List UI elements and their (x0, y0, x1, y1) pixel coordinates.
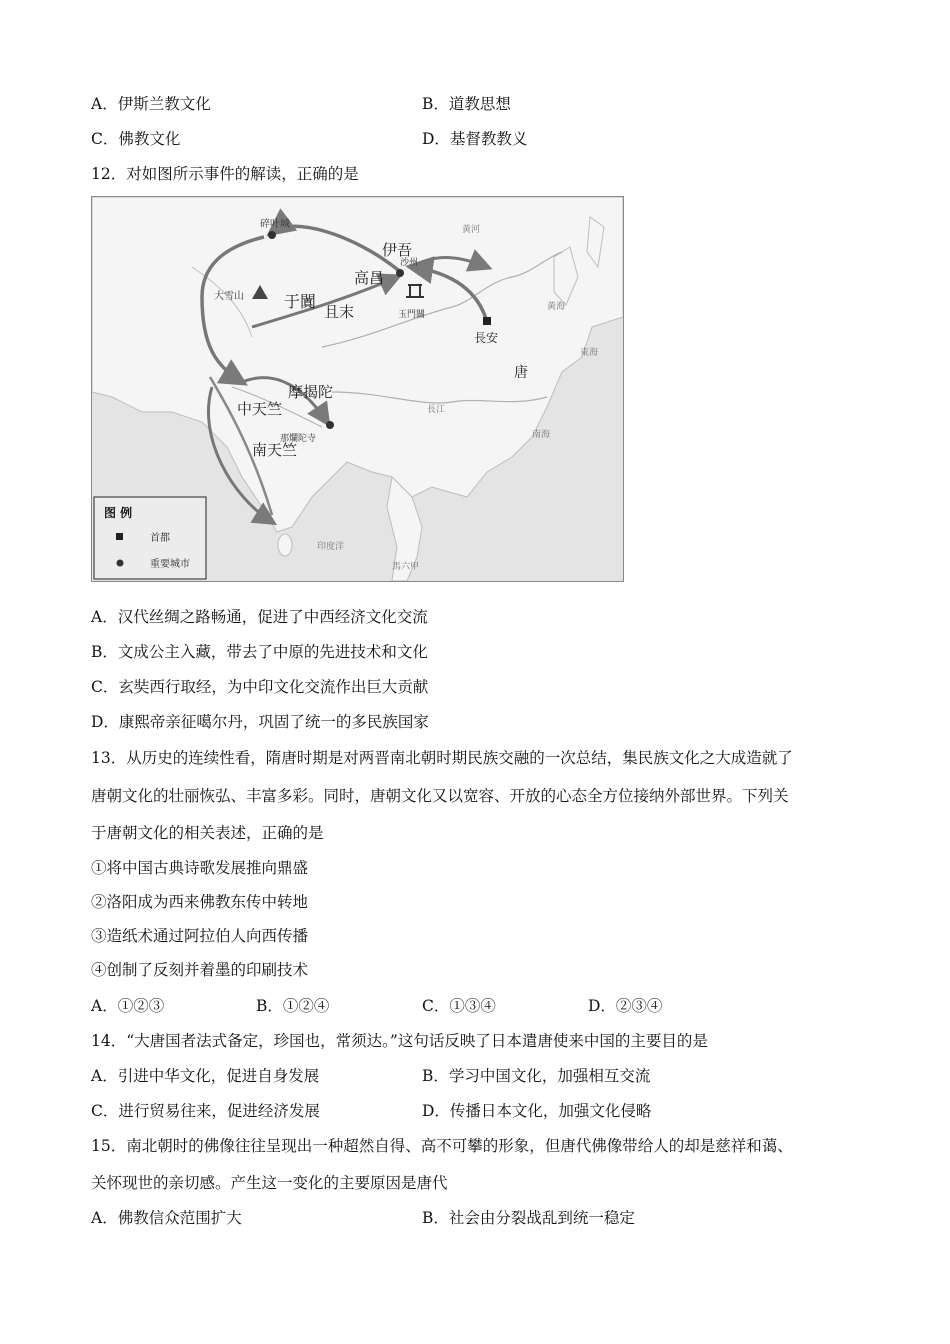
label-suiye: 碎叶城 (260, 219, 290, 230)
label-zhongtianzhu: 中天竺 (237, 400, 283, 418)
q14-option-d: D．传播日本文化，加强文化侵略 (422, 1102, 652, 1120)
q15-option-b: B．社会由分裂战乱到统一稳定 (422, 1209, 635, 1227)
nalanda-dot (326, 421, 334, 429)
label-yumenguan: 玉門關 (398, 310, 426, 320)
label-nanhai: 南海 (532, 430, 551, 440)
q14-stem: 14．“大唐国者法式备定，珍国也，常须达。”这句话反映了日本遣唐使来中国的主要目的是 (91, 1032, 708, 1050)
q12-stem: 12．对如图所示事件的解读，正确的是 (91, 165, 359, 183)
q13-item-3: ③造纸术通过阿拉伯人向西传播 (91, 927, 309, 945)
legend-city-label: 重要城市 (150, 559, 190, 570)
q11-option-b: B．道教思想 (422, 95, 511, 113)
q15-stem-line1: 15．南北朝时的佛像往往呈现出一种超然自得、高不可攀的形象，但唐代佛像带给人的却是慈祥和蔼、 (91, 1137, 793, 1155)
legend-capital-icon (116, 533, 123, 540)
label-shazhou: 沙州 (400, 258, 419, 268)
q11-option-d: D．基督教教义 (422, 130, 528, 148)
q13-item-1: ①将中国古典诗歌发展推向鼎盛 (91, 859, 309, 877)
q15-stem-line2: 关怀现世的亲切感。产生这一变化的主要原因是唐代 (91, 1174, 448, 1192)
q11-option-c: C．佛教文化 (91, 130, 181, 148)
gaochang-dot (396, 269, 404, 277)
label-yinduyang: 印度洋 (317, 542, 345, 552)
label-yiwu: 伊吾 (382, 241, 413, 259)
label-qiemo: 且末 (324, 303, 355, 321)
label-donghai: 東海 (580, 348, 599, 358)
label-gaochang: 高昌 (354, 269, 385, 287)
label-huanghe: 黃河 (462, 225, 481, 235)
q12-option-b: B．文成公主入藏，带去了中原的先进技术和文化 (91, 643, 428, 661)
q15-option-a: A．佛教信众范围扩大 (91, 1209, 242, 1227)
legend-title: 图 例 (104, 506, 133, 520)
q13-option-b: B．①②④ (256, 997, 330, 1015)
label-yutian: 于闐 (284, 292, 317, 311)
label-tang: 唐 (514, 365, 528, 381)
q13-stem-line3: 于唐朝文化的相关表述，正确的是 (91, 824, 324, 842)
label-mojietuo: 摩揭陀 (288, 383, 334, 401)
q13-option-d: D．②③④ (588, 997, 663, 1015)
xuanzang-route-map (91, 196, 624, 582)
q13-stem-line2: 唐朝文化的壮丽恢弘、丰富多彩。同时，唐朝文化又以宽容、开放的心态全方位接纳外部世界。下列关 (91, 787, 789, 805)
label-maliujia: 馬六甲 (392, 562, 420, 572)
label-xueshan: 大雪山 (214, 291, 244, 302)
q13-item-4: ④创制了反刻并着墨的印刷技术 (91, 961, 309, 979)
q13-option-a: A．①②③ (91, 997, 165, 1015)
sri-lanka-shape (278, 534, 292, 556)
changan-square (483, 317, 491, 325)
label-changjiang: 長江 (427, 405, 446, 415)
legend-capital-label: 首都 (150, 533, 170, 544)
q13-item-2: ②洛阳成为西来佛教东传中转地 (91, 893, 309, 911)
q12-option-d: D．康熙帝亲征噶尔丹，巩固了统一的多民族国家 (91, 713, 429, 731)
label-huanghai: 黃海 (547, 302, 566, 312)
legend-city-icon (117, 560, 124, 567)
q12-option-c: C．玄奘西行取经，为中印文化交流作出巨大贡献 (91, 678, 429, 696)
q13-stem-line1: 13．从历史的连续性看，隋唐时期是对两晋南北朝时期民族交融的一次总结，集民族文化之大成造就了 (91, 749, 793, 767)
map-graphic (92, 197, 623, 581)
q12-option-a: A．汉代丝绸之路畅通，促进了中西经济文化交流 (91, 608, 428, 626)
q14-option-c: C．进行贸易往来，促进经济发展 (91, 1102, 320, 1120)
label-changan: 長安 (474, 331, 499, 345)
suiye-dot (268, 231, 276, 239)
q14-option-b: B．学习中国文化，加强相互交流 (422, 1067, 651, 1085)
label-nantianzhu: 南天竺 (252, 441, 298, 459)
label-nalanduo: 那爛陀寺 (280, 434, 317, 444)
q11-option-a: A．伊斯兰教文化 (91, 95, 211, 113)
q14-option-a: A．引进中华文化，促进自身发展 (91, 1067, 320, 1085)
q13-option-c: C．①③④ (422, 997, 496, 1015)
